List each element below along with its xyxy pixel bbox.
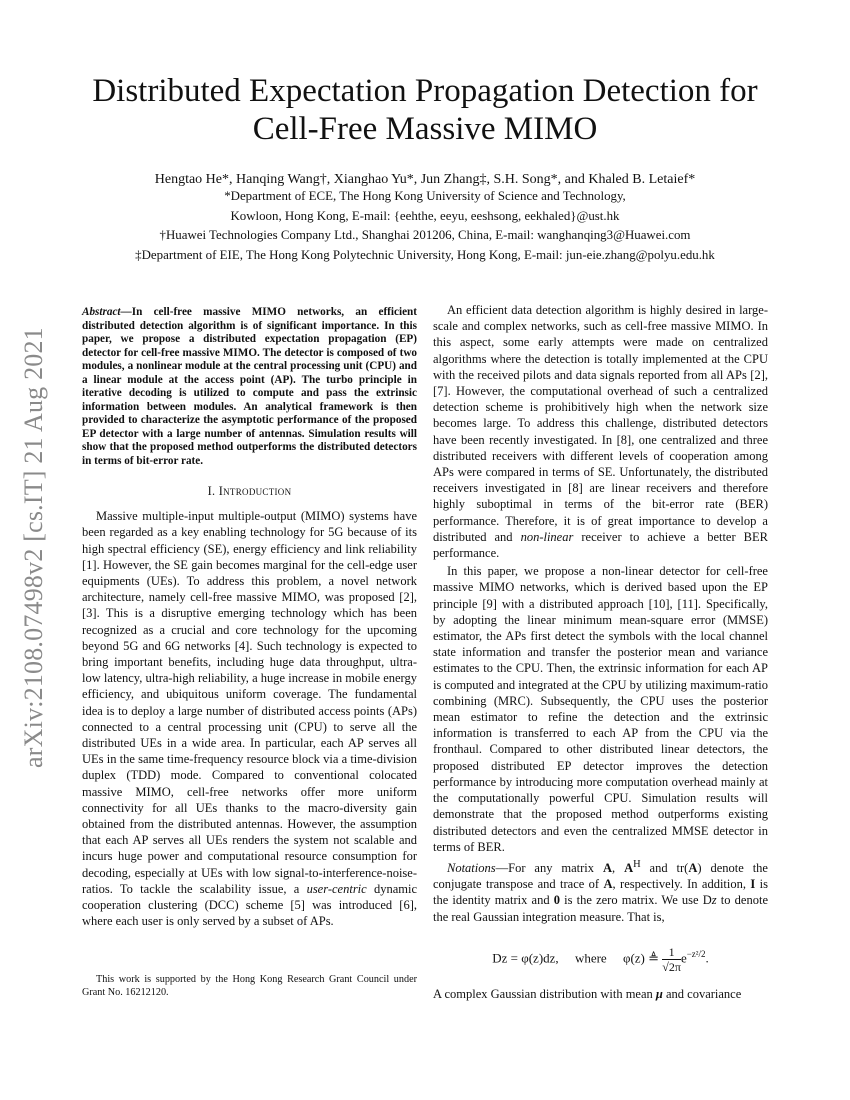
emphasis-text: non-linear <box>520 529 574 544</box>
paragraph-text: dynamic cooperation clustering (DCC) scheme [5] was introduced [6], where each user is only served by a subset of APs. <box>82 881 418 929</box>
abstract <box>82 306 417 468</box>
gaussian-measure-equation: Dz = φ(z)dz, where φ(z) ≜ $\frac{1}{√2\pi}$ $e^{-z^2/2}$. <box>492 945 709 974</box>
right-column <box>433 302 768 925</box>
affiliation-line: †Huawei Technologies Company Ltd., Shanghai 201206, China, E-mail: wanghanqing3@Huawei.com <box>159 228 691 242</box>
arxiv-identifier: arXiv:2108.07498v2 [cs.IT] 21 Aug 2021 <box>19 327 48 768</box>
affiliation-line: ‡Department of EIE, The Hong Kong Polytechnic University, Hong Kong, E-mail: jun-eie.zhang@polyu.edu.hk <box>135 247 715 262</box>
equation-where: where <box>574 950 607 966</box>
paragraph-text: receiver to achieve a better BER performance. <box>433 529 768 561</box>
equation-fraction: $\frac{1}{√2\pi}$ <box>662 945 681 974</box>
notations-label: Notations <box>447 861 496 876</box>
abstract-text: —In cell-free massive MIMO networks, an efficient distributed detection algorithm is of significant importance. In this paper, we propose a distributed expectation propagation (EP) detector for cell-free massive MIMO. The detector is composed of two modules, a nonlinear module at the central processing unit (CPU) and a linear module at the access point (AP). The turbo principle in iterative decoding is utilized to compute and pass the extrinsic information between modules. An analytical framework is then provided to characterize the asymptotic performance of the proposed EP detector with a large number of antennas. Simulation results will show that the proposed method outperforms the distributed detectors in terms of bit-error rate. <box>82 306 417 467</box>
affiliation-line: *Department of ECE, The Hong Kong University of Science and Technology, <box>224 189 626 203</box>
emphasis-text: user-centric <box>306 881 367 896</box>
affiliation-line: Kowloon, Hong Kong, E-mail: {eehthe, eeyu, eeshsong, eekhaled}@ust.hk <box>230 208 620 223</box>
paper-title: Distributed Expectation Propagation Detection for Cell-Free Massive MIMO <box>92 73 758 147</box>
section-heading <box>82 483 417 499</box>
abstract-label: Abstract <box>82 306 121 318</box>
paragraph: In this paper, we propose a non-linear detector for cell-free massive MIMO networks, which is derived based upon the EP principle [9] with a distributed approach [10], [11]. Specifically, by adopting the linear minimum mean-square error (MMSE) estimator, the APs first detect the symbols with the local channel state information and transfer the posterior mean and variance estimates to the CPU. Then, the extrinsic information for each AP is computed and integrated at the CPU by utilizing maximum-ratio combining (MRC). Subsequently, the CPU uses the posterior mean estimator to refine the detection and the extrinsic information is transferred to each AP from the CPU via the fronthaul. Compared to other distributed linear detectors, the proposed distributed EP detector improves the detection performance by introducing more computation overhead mainly at the computationally powerful CPU. Simulation results will demonstrate that the proposed method outperforms existing distributed detectors and even the centralized MMSE detector in terms of BER. <box>433 564 768 854</box>
footnote: This work is supported by the Hong Kong Research Grant Council under Grant No. 16212120. <box>82 974 417 998</box>
left-column <box>82 306 417 929</box>
equation-exponent: −z²/2 <box>686 949 706 960</box>
affiliations <box>60 187 790 265</box>
paragraph <box>433 302 768 561</box>
equation-phi: φ(z) ≜ <box>622 950 660 966</box>
paragraph-text: An efficient data detection algorithm is highly desired in large-scale and complex networks, such as cell-free massive MIMO. In this aspect, some early attempts were made on centralized algorithms where the detection is totally implemented at the CPU with the received pilots and data signals reported from all APs [2], [7]. However, the computational overhead of such a centralized detection scheme is prohibitively high when the network size becomes large. To address this challenge, distributed detectors have been recently investigated. In [8], one centralized and three distributed receivers with different levels of cooperation among APs were compared in terms of SE. Unfortunately, the distributed receivers investigated in [8] are linear receivers and therefore highly suboptimal in terms of the bit-error rate (BER) performance. Therefore, it is of great importance to develop a distributed and <box>433 303 768 544</box>
notations-paragraph: Notations—For any matrix A, $A^H$ and tr(A) denote the conjugate transpose and trace of A, respectively. In addition, I is the identity matrix and 0 is the zero matrix. We use Dz to denote the real Gaussian integration measure. That is, <box>433 858 769 924</box>
section-title: Introduction <box>218 484 292 498</box>
intro-paragraph <box>82 508 417 929</box>
author-list: Hengtao He*, Hanqing Wang†, Xianghao Yu*, Jun Zhang‡, S.H. Song*, and Khaled B. Letaief* <box>154 172 696 187</box>
equation-exp: e <box>680 950 687 966</box>
paragraph-continuation: A complex Gaussian distribution with mean μ and covariance <box>433 987 742 1001</box>
paragraph-text: Massive multiple-input multiple-output (MIMO) systems have been regarded as a key enabling technology for 5G because of its high spectral efficiency (SE), energy efficiency and link reliability [1]. However, the SE gain becomes marginal for the cell-edge user equipments (UEs). To address this problem, a novel network architecture, namely cell-free massive MIMO, was proposed [2], [3]. This is a disruptive emerging technology which has been recognized as a crucial and core technology for the upcoming beyond 5G and 6G networks [4]. Such technology is expected to bring important benefits, including huge data throughput, ultra-low latency, ultra-high reliability, a huge increase in mobile energy efficiency, and ubiquitous uniform coverage. The fundamental idea is to deploy a large number of distributed access points (APs) connected to a central processing unit (CPU) to serve all the distributed UEs in a wide area. In particular, each AP serves all UEs in the same time-frequency resource block via a time-division duplex (TDD) mode. Compared to conventional colocated massive MIMO, cell-free networks offer more uniform connectivity for all UEs thanks to the macro-diversity gain obtained from the distributed antennas. However, the assumption that each AP serves all UEs renders the system not scalable and incurs huge power and computational resource consumption for decoding, especially at UEs with low signal-to-interference-noise-ratios. To tackle the scalability issue, a <box>82 509 417 896</box>
section-number: I. <box>207 484 216 498</box>
equation-lhs: Dz = φ(z)dz, <box>492 950 559 966</box>
